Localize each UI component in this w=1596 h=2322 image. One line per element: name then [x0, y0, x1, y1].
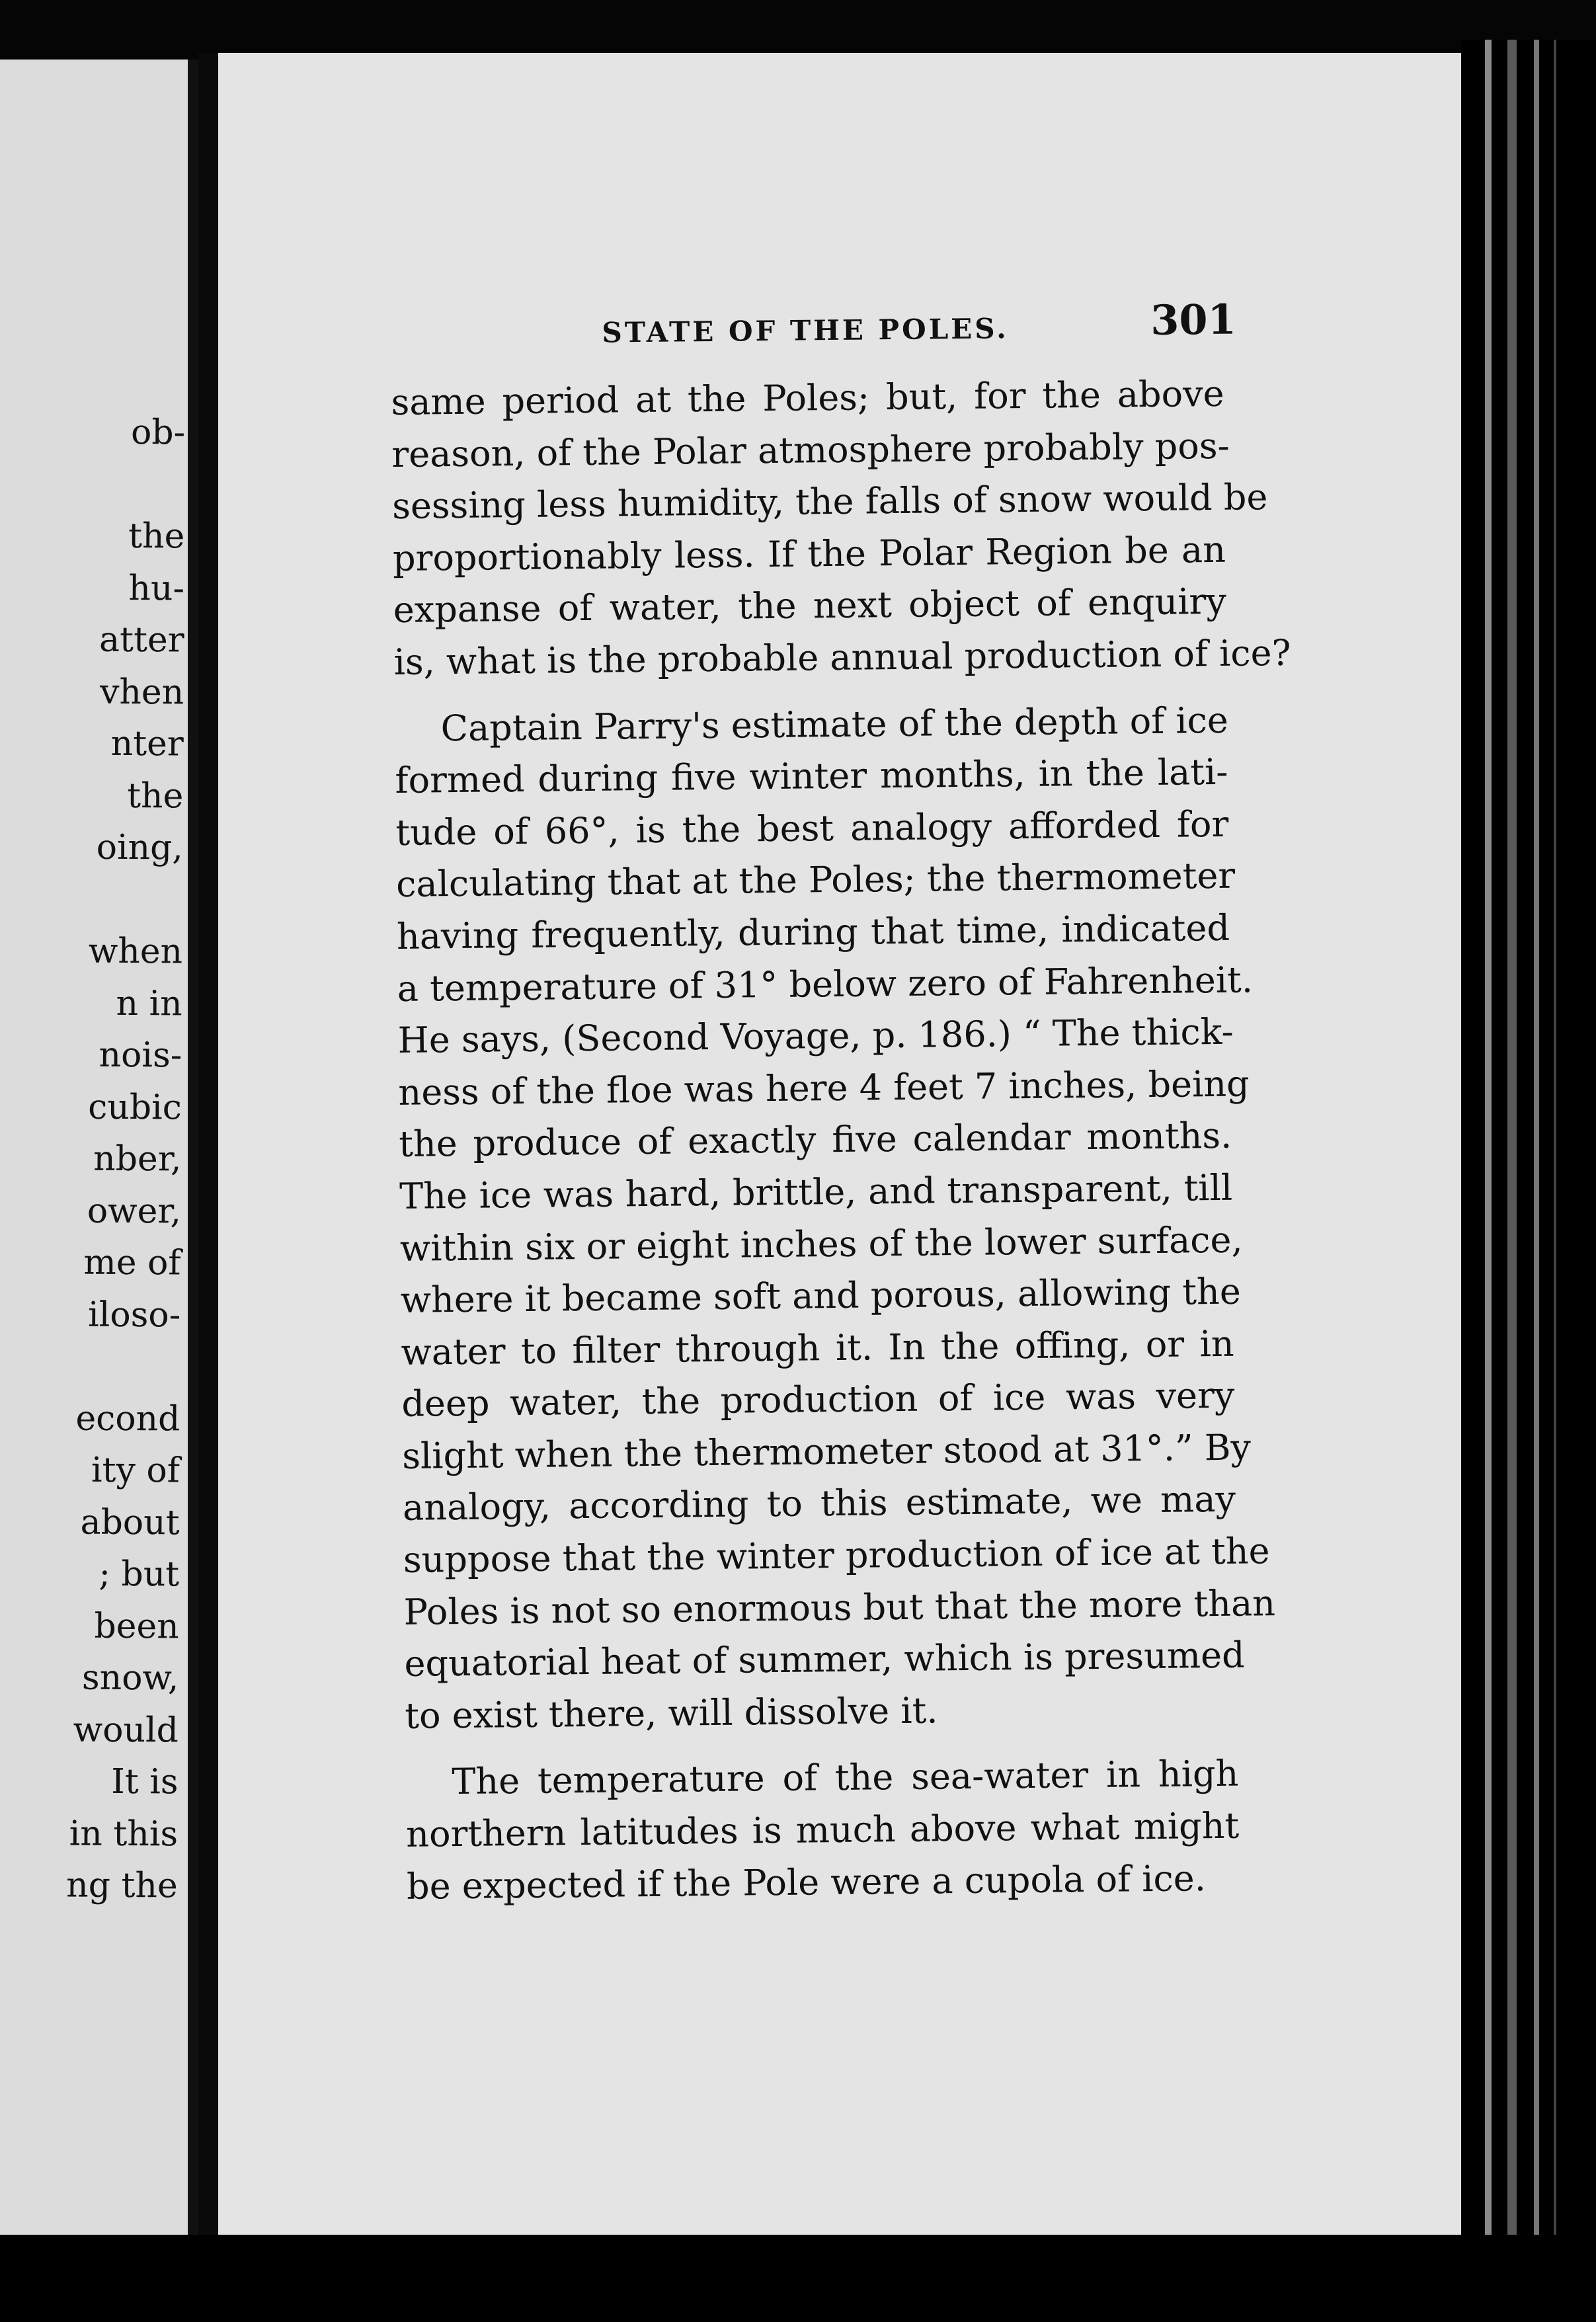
scan-bottom-border [0, 2235, 1596, 2322]
previous-page-text [66, 407, 185, 1912]
text-line: Poles is not so enormous but that the more than [403, 1581, 1276, 1633]
text-line: same period at the Poles; but, for the above [391, 372, 1224, 423]
page-edge-strip [1534, 40, 1539, 2322]
text-line: equatorial heat of summer, which is presumed [404, 1634, 1245, 1685]
previous-page-line: cubic [87, 1087, 182, 1127]
previous-page-line [69, 1341, 180, 1393]
text-line: to exist there, will dissolve it. [405, 1689, 938, 1737]
text-line: formed during five winter months, in the lati- [395, 750, 1228, 802]
body-text [391, 368, 1291, 1913]
text-line: a temperature of 31° below zero of Fahrenheit. [397, 958, 1254, 1010]
page-edge-strip [1554, 40, 1556, 2322]
previous-page-line: in this [69, 1814, 178, 1854]
previous-page-line [71, 873, 182, 926]
book-edge [1461, 40, 1596, 2322]
text-line: The ice was hard, brittle, and transparent, till [399, 1166, 1233, 1217]
text-line: water to filter through it. In the offing, or in [401, 1322, 1234, 1373]
previous-page-line: econd [75, 1398, 180, 1439]
text-line: expanse of water, the next object of enquiry [393, 580, 1227, 631]
previous-page-line: oing, [96, 827, 183, 868]
previous-page-line: nter [110, 723, 184, 764]
previous-page-line: when [88, 931, 182, 972]
previous-page-line: atter [99, 620, 184, 661]
text-line: calculating that at the Poles; the thermometer [395, 855, 1236, 906]
text-line: northern latitudes is much above what might [405, 1804, 1240, 1855]
previous-page-line: nber, [93, 1139, 182, 1180]
previous-page-line: ng the [65, 1865, 178, 1906]
text-line: proportionably less. If the Polar Region be an [392, 528, 1226, 579]
previous-page-line: ity of [91, 1450, 180, 1491]
page-edge-strip [1507, 40, 1517, 2322]
text-line: reason, of the Polar atmosphere probably pos- [391, 424, 1230, 475]
text-line: slight when the thermometer stood at 31°.” By [401, 1426, 1252, 1477]
previous-page-line: n in [115, 983, 182, 1023]
previous-page-line: vhen [99, 672, 184, 712]
text-line: Captain Parry's estimate of the depth of ice [440, 699, 1229, 749]
paragraph [391, 368, 1291, 689]
previous-page-line: ; but [98, 1554, 179, 1595]
paragraph [405, 1748, 1240, 1913]
text-line: The temperature of the sea-water in high [452, 1753, 1239, 1803]
previous-page-line: been [93, 1606, 179, 1646]
paragraph [394, 694, 1276, 1742]
text-line: the produce of exactly five calendar months. [398, 1115, 1232, 1166]
previous-page-line: ower, [87, 1191, 181, 1231]
text-line: sessing less humidity, the falls of snow would be [391, 476, 1268, 528]
text-line: He says, (Second Voyage, p. 186.) “ The thick- [397, 1010, 1234, 1062]
previous-page-line: would [73, 1710, 179, 1750]
page-edge-strip [1485, 40, 1492, 2322]
text-line: within six or eight inches of the lower surface, [399, 1219, 1243, 1269]
text-line: where it became soft and porous, allowing the [400, 1270, 1242, 1322]
text-line: analogy, according to this estimate, we may [402, 1478, 1236, 1529]
text-line: is, what is the probable annual production of ice? [393, 631, 1291, 683]
previous-page-line: ob- [130, 413, 185, 453]
running-head [390, 293, 1461, 377]
previous-page-line: hu- [128, 568, 184, 608]
previous-page-fragment [0, 60, 198, 2241]
running-title: STATE OF THE POLES. [602, 312, 1009, 349]
text-line: deep water, the production of ice was very [401, 1374, 1235, 1425]
previous-page-line: the [126, 776, 184, 816]
previous-page-line: about [79, 1502, 180, 1542]
text-line: be expected if the Pole were a cupola of ice. [406, 1857, 1207, 1907]
page-content [390, 293, 1461, 1913]
previous-page-line: snow, [81, 1658, 179, 1699]
text-line: suppose that the winter production of ice at the [403, 1530, 1270, 1581]
previous-page-line: me of [83, 1242, 181, 1283]
previous-page-line [73, 458, 185, 510]
page-number: 301 [1150, 295, 1237, 344]
text-line: having frequently, during that time, indicated [396, 906, 1230, 957]
previous-page-line: nois- [98, 1035, 182, 1076]
previous-page-line: the [128, 516, 185, 557]
text-line: ness of the floe was here 4 feet 7 inches, being [398, 1062, 1250, 1113]
previous-page-line: It is [110, 1761, 179, 1802]
text-line: tude of 66°, is the best analogy afforded for [395, 803, 1229, 854]
previous-page-line: iloso- [87, 1295, 180, 1335]
book-page [218, 53, 1461, 2235]
